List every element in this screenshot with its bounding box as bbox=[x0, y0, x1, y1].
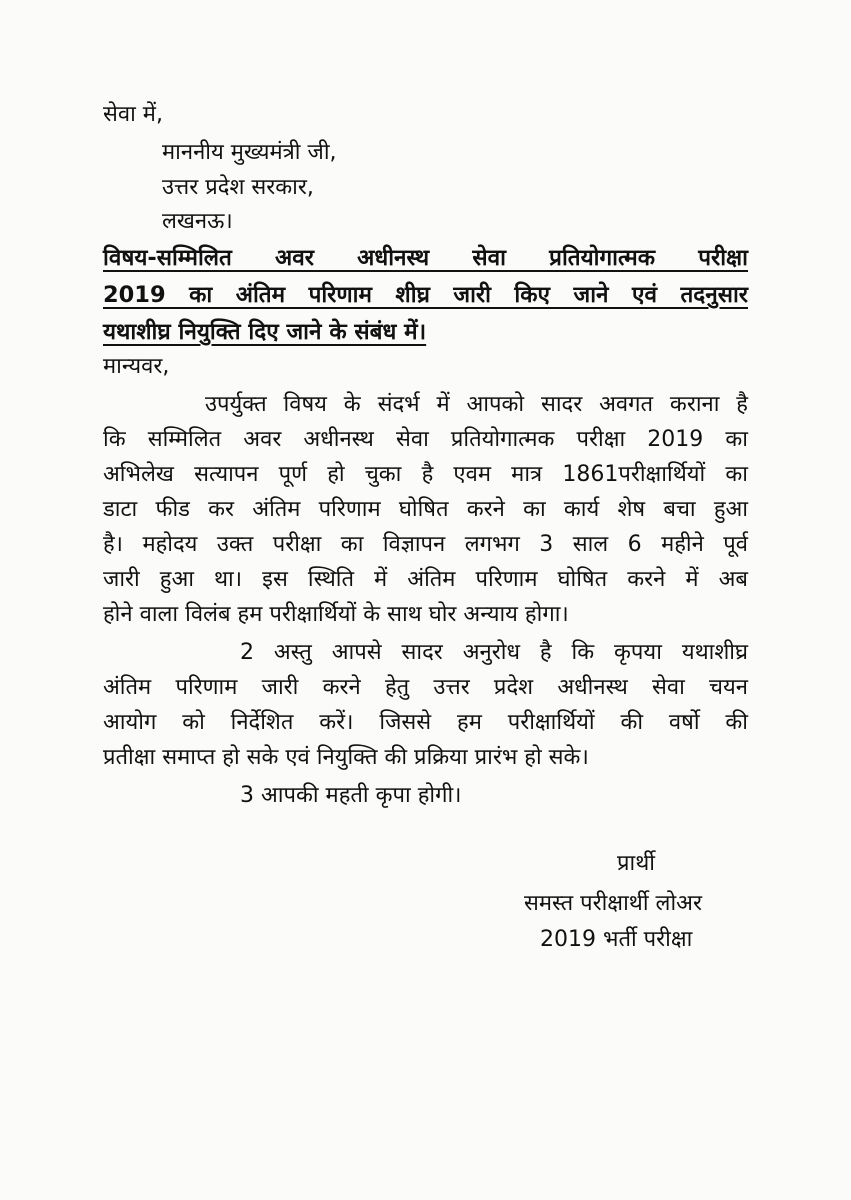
paragraph1-line-2: कि सम्मिलित अवर अधीनस्थ सेवा प्रतियोगात्मक परीक्षा 2019 का bbox=[103, 427, 748, 452]
paragraph2-line-3: आयोग को निर्देशित करें। जिससे हम परीक्षार्थियों की वर्षो की bbox=[103, 710, 748, 735]
paragraph2-line-2: अंतिम परिणाम जारी करने हेतु उत्तर प्रदेश अधीनस्थ सेवा चयन bbox=[103, 675, 748, 700]
recipient-line-1: माननीय मुख्यमंत्री जी, bbox=[162, 140, 337, 165]
paragraph2-line-4: प्रतीक्षा समाप्त हो सके एवं नियुक्ति की प्रक्रिया प्रारंभ हो सके। bbox=[103, 745, 589, 770]
signature-line-2: समस्त परीक्षार्थी लोअर bbox=[524, 891, 702, 916]
paragraph1-line-4: डाटा फीड कर अंतिम परिणाम घोषित करने का कार्य शेष बचा हुआ bbox=[103, 497, 748, 522]
salutation-to: सेवा में, bbox=[103, 102, 163, 127]
paragraph1-line-5: है। महोदय उक्त परीक्षा का विज्ञापन लगभग 3 साल 6 महीने पूर्व bbox=[103, 532, 748, 557]
paragraph2-line-1: 2 अस्तु आपसे सादर अनुरोध है कि कृपया यथाशीघ्र bbox=[240, 640, 748, 665]
greeting: मान्यवर, bbox=[103, 354, 170, 379]
subject-line-1: विषय-सम्मिलित अवर अधीनस्थ सेवा प्रतियोगात्मक परीक्षा bbox=[103, 245, 748, 271]
subject-line-2: 2019 का अंतिम परिणाम शीघ्र जारी किए जाने एवं तदनुसार bbox=[103, 282, 748, 308]
signature-line-3: 2019 भर्ती परीक्षा bbox=[540, 927, 693, 952]
paragraph1-line-3: अभिलेख सत्यापन पूर्ण हो चुका है एवम मात्र 1861परीक्षार्थियों का bbox=[103, 462, 748, 487]
recipient-line-2: उत्तर प्रदेश सरकार, bbox=[162, 175, 314, 200]
paragraph1-line-7: होने वाला विलंब हम परीक्षार्थियों के साथ घोर अन्याय होगा। bbox=[103, 602, 569, 627]
paragraph1-line-6: जारी हुआ था। इस स्थिति में अंतिम परिणाम घोषित करने में अब bbox=[103, 567, 748, 592]
subject-line-3: यथाशीघ्र नियुक्ति दिए जाने के संबंध में। bbox=[103, 319, 427, 345]
paragraph1-line-1: उपर्युक्त विषय के संदर्भ में आपको सादर अवगत कराना है bbox=[205, 392, 748, 417]
paragraph3: 3 आपकी महती कृपा होगी। bbox=[240, 783, 462, 808]
signature-line-1: प्रार्थी bbox=[617, 851, 655, 876]
recipient-line-3: लखनऊ। bbox=[162, 209, 233, 234]
